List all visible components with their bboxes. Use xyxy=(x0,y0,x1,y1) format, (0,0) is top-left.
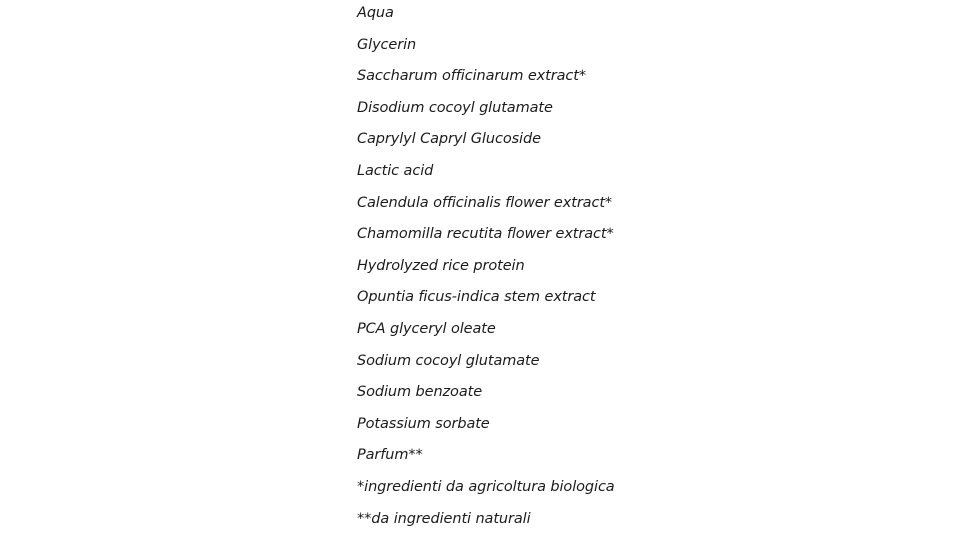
ingredient-item: Caprylyl Capryl Glucoside xyxy=(357,131,541,148)
ingredient-item: Lactic acid xyxy=(357,162,434,179)
footnote-organic: *ingredienti da agricoltura biologica xyxy=(357,478,615,495)
ingredient-item: Opuntia ficus-indica stem extract xyxy=(357,289,596,306)
ingredient-item: Aqua xyxy=(357,5,394,21)
ingredient-item: Sodium benzoate xyxy=(357,384,483,401)
ingredient-item: Hydrolyzed rice protein xyxy=(357,257,525,274)
ingredient-item: Disodium cocoyl glutamate xyxy=(357,99,553,116)
ingredient-item: Glycerin xyxy=(357,36,417,53)
ingredient-item: Sodium cocoyl glutamate xyxy=(357,352,540,369)
ingredient-item: PCA glyceryl oleate xyxy=(357,320,496,337)
ingredient-item: Calendula officinalis flower extract* xyxy=(357,194,613,211)
ingredient-item: Parfum** xyxy=(357,447,423,464)
ingredient-list xyxy=(357,3,615,540)
ingredient-item: Potassium sorbate xyxy=(357,415,490,432)
ingredient-item: Chamomilla recutita flower extract* xyxy=(357,226,614,243)
footnote-natural: **da ingredienti naturali xyxy=(357,510,531,527)
ingredient-item: Saccharum officinarum extract* xyxy=(357,68,587,85)
